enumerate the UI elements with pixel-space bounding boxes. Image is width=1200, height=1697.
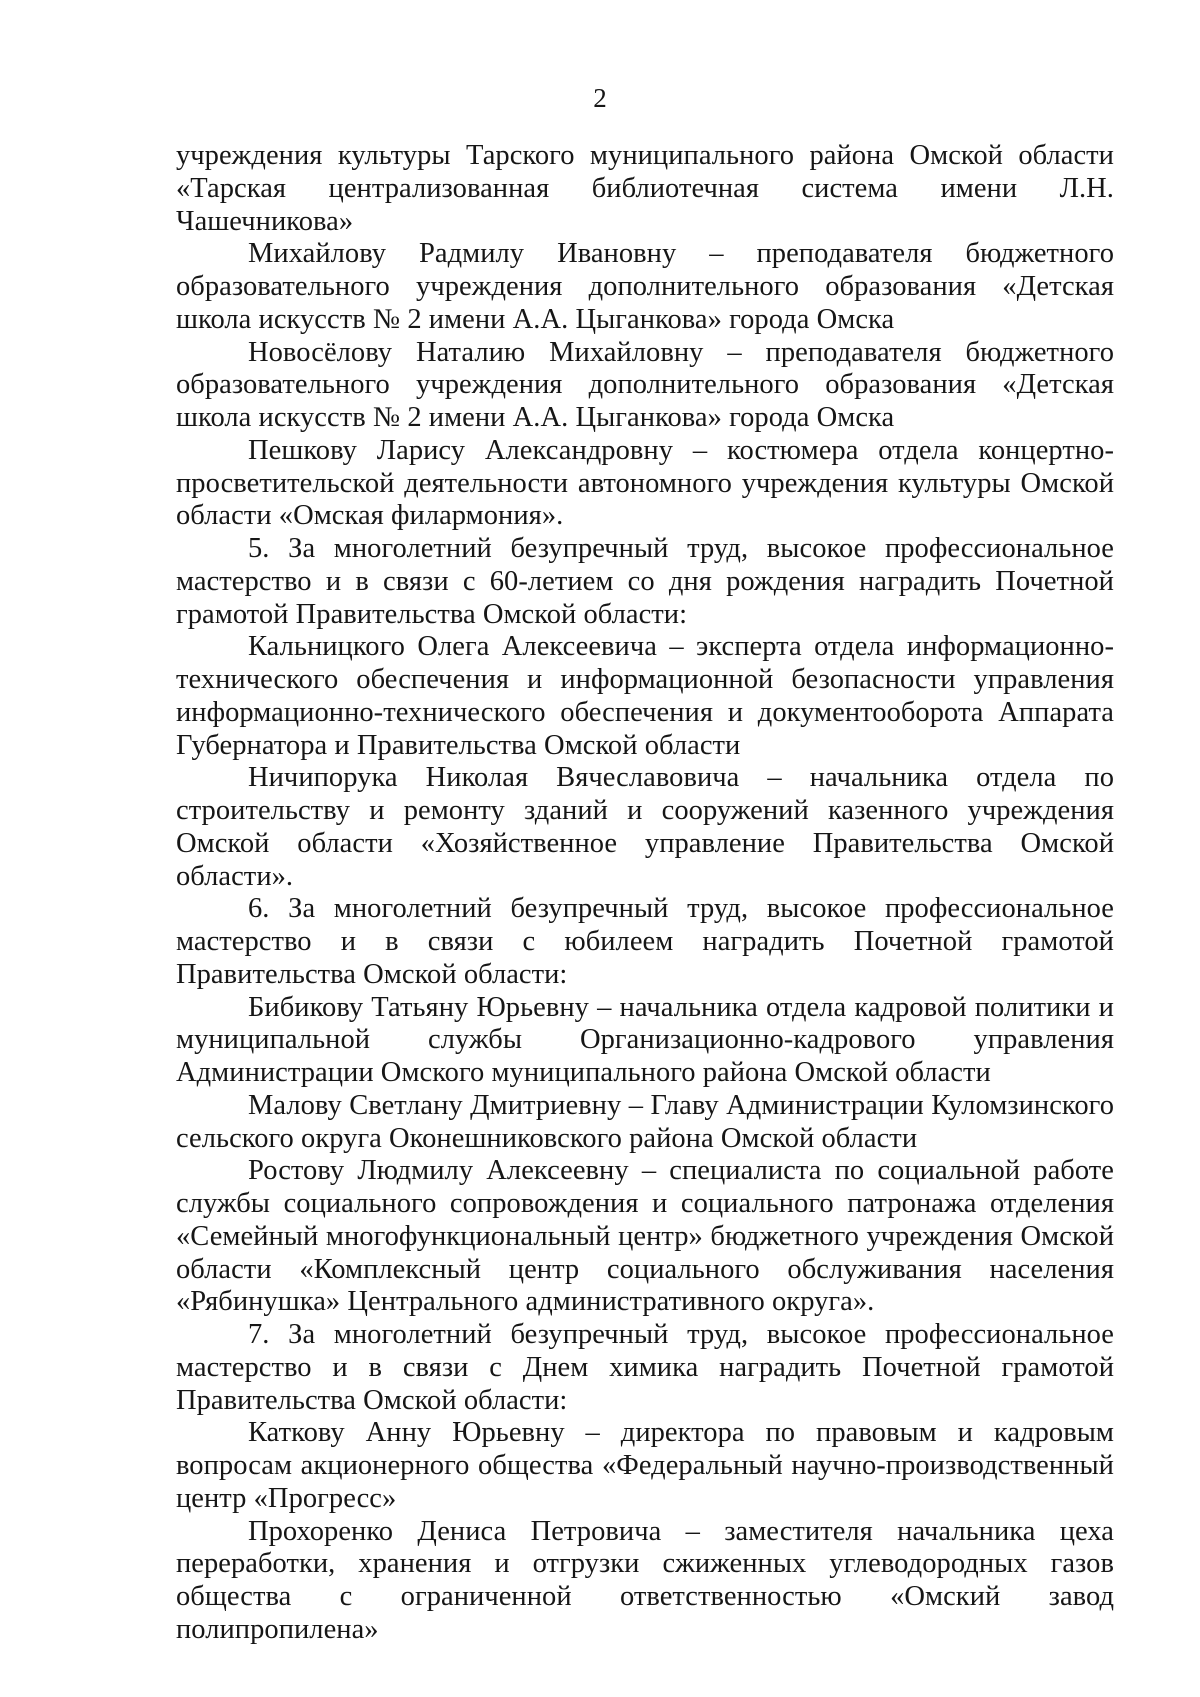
paragraph-awardee: Новосёлову Наталию Михайловну – преподавателя бюджетного образовательного учреждения дополнительного образования «Детская школа искусств № 2 имени А.А. Цыганкова» города Омска xyxy=(176,336,1114,433)
paragraph-awardee: Бибикову Татьяну Юрьевну – начальника отдела кадровой политики и муниципальной службы Организационно-кадрового управления Администрации Омского муниципального района Омской области xyxy=(176,991,1114,1088)
paragraph-awardee: Каткову Анну Юрьевну – директора по правовым и кадровым вопросам акционерного общества «Федеральный научно-производственный центр «Прогресс» xyxy=(176,1417,1114,1514)
paragraph-clause-7: 7. За многолетний безупречный труд, высокое профессиональное мастерство и в связи с Днем химика наградить Почетной грамотой Правительства Омской области: xyxy=(176,1319,1114,1416)
paragraph-continuation: учреждения культуры Тарского муниципального района Омской области «Тарская централизованная библиотечная система имени Л.Н. Чашечникова» xyxy=(176,140,1114,237)
paragraph-awardee: Кальницкого Олега Алексеевича – эксперта отдела информационно-технического обеспечения и информационной безопасности управления информационно-технического обеспечения и документооборота Аппарата Губернатора и Правительства Омской области xyxy=(176,631,1114,761)
paragraph-awardee: Михайлову Радмилу Ивановну – преподавателя бюджетного образовательного учреждения дополнительного образования «Детская школа искусств № 2 имени А.А. Цыганкова» города Омска xyxy=(176,238,1114,335)
paragraph-awardee: Ростову Людмилу Алексеевну – специалиста по социальной работе службы социального сопровождения и социального патронажа отделения «Семейный многофункциональный центр» бюджетного учреждения Омской области «Комплексный центр социального обслуживания населения «Рябинушка» Центрального административного округа». xyxy=(176,1155,1114,1318)
page-number: 2 xyxy=(593,83,607,113)
paragraph-awardee: Малову Светлану Дмитриевну – Главу Администрации Куломзинского сельского округа Оконешниковского района Омской области xyxy=(176,1089,1114,1154)
paragraph-clause-5: 5. За многолетний безупречный труд, высокое профессиональное мастерство и в связи с 60-летием со дня рождения наградить Почетной грамотой Правительства Омской области: xyxy=(176,533,1114,630)
paragraph-awardee: Ничипорука Николая Вячеславовича – начальника отдела по строительству и ремонту зданий и сооружений казенного учреждения Омской области «Хозяйственное управление Правительства Омской области». xyxy=(176,762,1114,892)
paragraph-clause-6: 6. За многолетний безупречный труд, высокое профессиональное мастерство и в связи с юбилеем наградить Почетной грамотой Правительства Омской области: xyxy=(176,893,1114,990)
paragraph-awardee: Прохоренко Дениса Петровича – заместителя начальника цеха переработки, хранения и отгрузки сжиженных углеводородных газов общества с ограниченной ответственностью «Омский завод полипропилена» xyxy=(176,1515,1114,1645)
paragraph-awardee: Пешкову Ларису Александровну – костюмера отдела концертно-просветительской деятельности автономного учреждения культуры Омской области «Омская филармония». xyxy=(176,434,1114,532)
document-body xyxy=(176,140,1114,1647)
